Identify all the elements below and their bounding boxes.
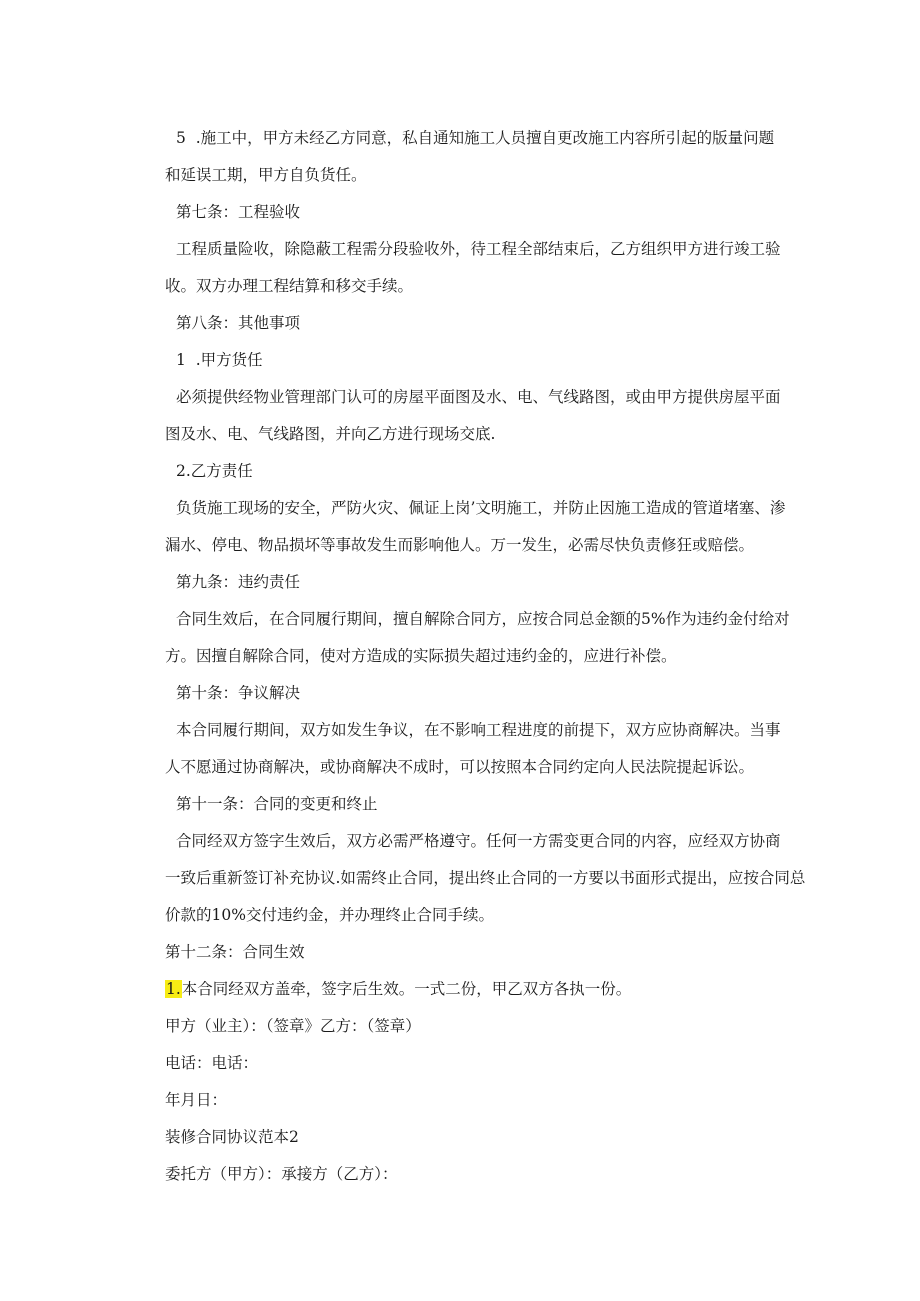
paragraph-line: 价款的10%交付违约金，并办理终止合同手续。 bbox=[165, 906, 494, 924]
paragraph-line: 方。因擅自解除合同，使对方造成的实际损失超过违约金的，应进行补偿。 bbox=[165, 647, 677, 665]
section-heading: 第十一条：合同的变更和终止 bbox=[176, 795, 378, 813]
parties-line: 委托方（甲方）：承接方（乙方）： bbox=[165, 1165, 398, 1183]
effective-clause-line bbox=[165, 979, 631, 999]
paragraph-line: 收。双方办理工程结算和移交手续。 bbox=[165, 277, 414, 295]
subsection-heading: 1 .甲方货任 bbox=[176, 351, 263, 369]
section-heading: 第八条：其他事项 bbox=[176, 314, 301, 332]
effective-clause-text: 本合同经双方盖牵，签字后生效。一式二份，甲乙双方各执一份。 bbox=[181, 980, 632, 998]
section-heading: 第十条：争议解决 bbox=[176, 684, 301, 702]
paragraph-line: 负货施工现场的安全，严防火灾、佩证上岗’文明施工，并防止因施工造成的管道堵塞、渗 bbox=[176, 499, 786, 517]
subsection-heading: 2.乙方责任 bbox=[176, 462, 253, 480]
paragraph-line: 必须提供经物业管理部门认可的房屋平面图及水、电、气线路图，或由甲方提供房屋平面 bbox=[176, 388, 781, 406]
section-heading: 第十二条：合同生效 bbox=[165, 943, 305, 961]
next-document-title: 装修合同协议范本2 bbox=[165, 1128, 299, 1146]
paragraph-line: 合同经双方签字生效后，双方必需严格遵守。任何一方需变更合同的内容，应经双方协商 bbox=[176, 832, 781, 850]
paragraph-line: 合同生效后，在合同履行期间，擅自解除合同方，应按合同总金额的5%作为违约金付给对 bbox=[176, 610, 790, 628]
paragraph-line: 和延误工期，甲方自负货任。 bbox=[165, 166, 367, 184]
highlighted-number: 1. bbox=[166, 980, 181, 998]
paragraph-line: 5 .施工中，甲方未经乙方同意，私自通知施工人员擅自更改施工内容所引起的版量问题 bbox=[176, 129, 775, 147]
section-heading: 第九条：违约责任 bbox=[176, 573, 301, 591]
paragraph-line: 工程质量险收，除隐蔽工程需分段验收外，待工程全部结束后，乙方组织甲方进行竣工验 bbox=[176, 240, 781, 258]
paragraph-line: 漏水、停电、物品损坏等事故发生而影响他人。万一发生，必需尽快负责修狂或赔偿。 bbox=[165, 536, 755, 554]
section-heading: 第七条：工程验收 bbox=[176, 203, 301, 221]
signature-line-date: 年月日： bbox=[165, 1091, 228, 1109]
paragraph-line: 一致后重新签订补充协议.如需终止合同，提出终止合同的一方要以书面形式提出，应按合同总 bbox=[165, 869, 806, 887]
paragraph-line: 人不愿通过协商解决，或协商解决不成时，可以按照本合同约定向人民法院提起诉讼。 bbox=[165, 758, 755, 776]
paragraph-line: 图及水、电、气线路图，并向乙方进行现场交底. bbox=[165, 425, 496, 443]
signature-line-phone: 电话：电话： bbox=[165, 1054, 259, 1072]
paragraph-line: 本合同履行期间，双方如发生争议，在不影响工程进度的前提下，双方应协商解决。当事 bbox=[176, 721, 781, 739]
signature-line-parties: 甲方（业主）：（签章》乙方：（签章） bbox=[165, 1017, 421, 1035]
